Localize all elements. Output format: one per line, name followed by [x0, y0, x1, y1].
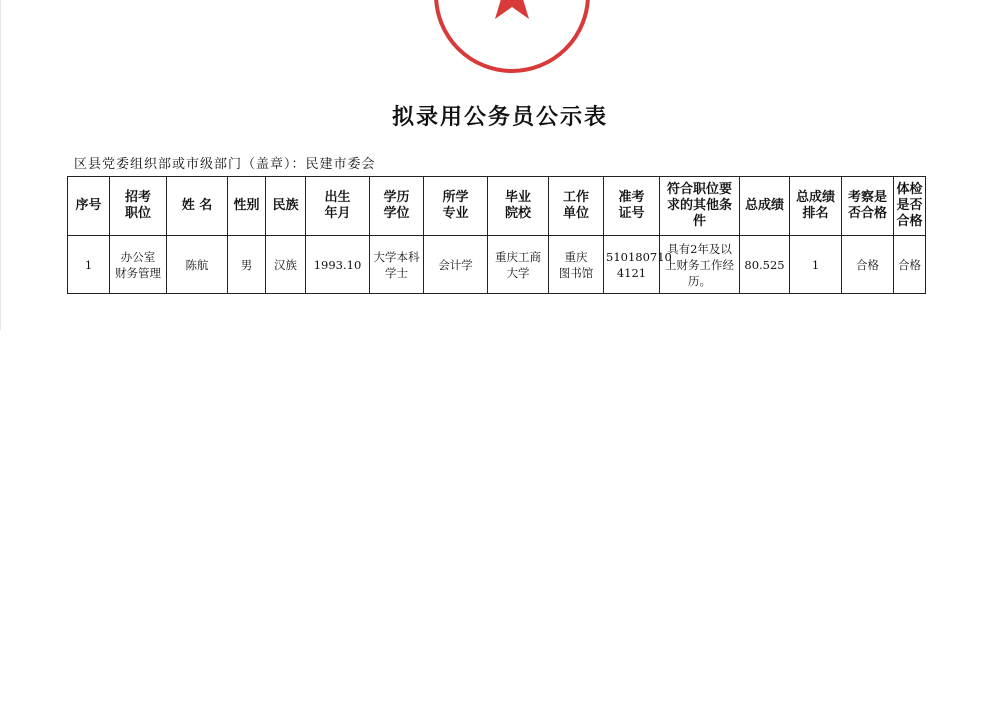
header-other-requirements: 符合职位要 求的其他条 件 [660, 177, 740, 236]
header-school: 毕业 院校 [488, 177, 549, 236]
header-index: 序号 [68, 177, 110, 236]
header-gender: 性别 [228, 177, 266, 236]
header-position: 招考 职位 [110, 177, 167, 236]
cell-total-score: 80.525 [740, 236, 790, 294]
cell-position: 办公室 财务管理 [110, 236, 167, 294]
header-birth-date: 出生 年月 [306, 177, 370, 236]
header-score-rank: 总成绩 排名 [790, 177, 842, 236]
header-medical-result: 体检 是否 合格 [894, 177, 926, 236]
cell-score-rank: 1 [790, 236, 842, 294]
department-stamp-line: 区县党委组织部或市级部门（盖章）：民建市委会 [74, 157, 376, 172]
header-exam-number: 准考 证号 [604, 177, 660, 236]
cell-other-requirements: 具有2年及以 上财务工作经 历。 [660, 236, 740, 294]
cell-birth-date: 1993.10 [306, 236, 370, 294]
cell-medical-result: 合格 [894, 236, 926, 294]
table-header-row [68, 177, 926, 236]
header-major: 所学 专业 [424, 177, 488, 236]
cell-exam-number: 510180710 4121 [604, 236, 660, 294]
cell-major: 会计学 [424, 236, 488, 294]
header-total-score: 总成绩 [740, 177, 790, 236]
cell-inspection-result: 合格 [842, 236, 894, 294]
cell-workplace: 重庆 图书馆 [549, 236, 604, 294]
candidate-table [67, 176, 926, 294]
official-seal-image [432, 0, 592, 75]
cell-education: 大学本科 学士 [370, 236, 424, 294]
cell-gender: 男 [228, 236, 266, 294]
cell-school: 重庆工商 大学 [488, 236, 549, 294]
cell-index: 1 [68, 236, 110, 294]
header-education: 学历 学位 [370, 177, 424, 236]
header-workplace: 工作 单位 [549, 177, 604, 236]
cell-name: 陈航 [167, 236, 228, 294]
header-name: 姓 名 [167, 177, 228, 236]
header-inspection-result: 考察是 否合格 [842, 177, 894, 236]
page-title: 拟录用公务员公示表 [391, 105, 608, 130]
page-edge [0, 0, 1, 330]
table-row [68, 236, 926, 294]
cell-ethnicity: 汉族 [266, 236, 306, 294]
header-ethnicity: 民族 [266, 177, 306, 236]
